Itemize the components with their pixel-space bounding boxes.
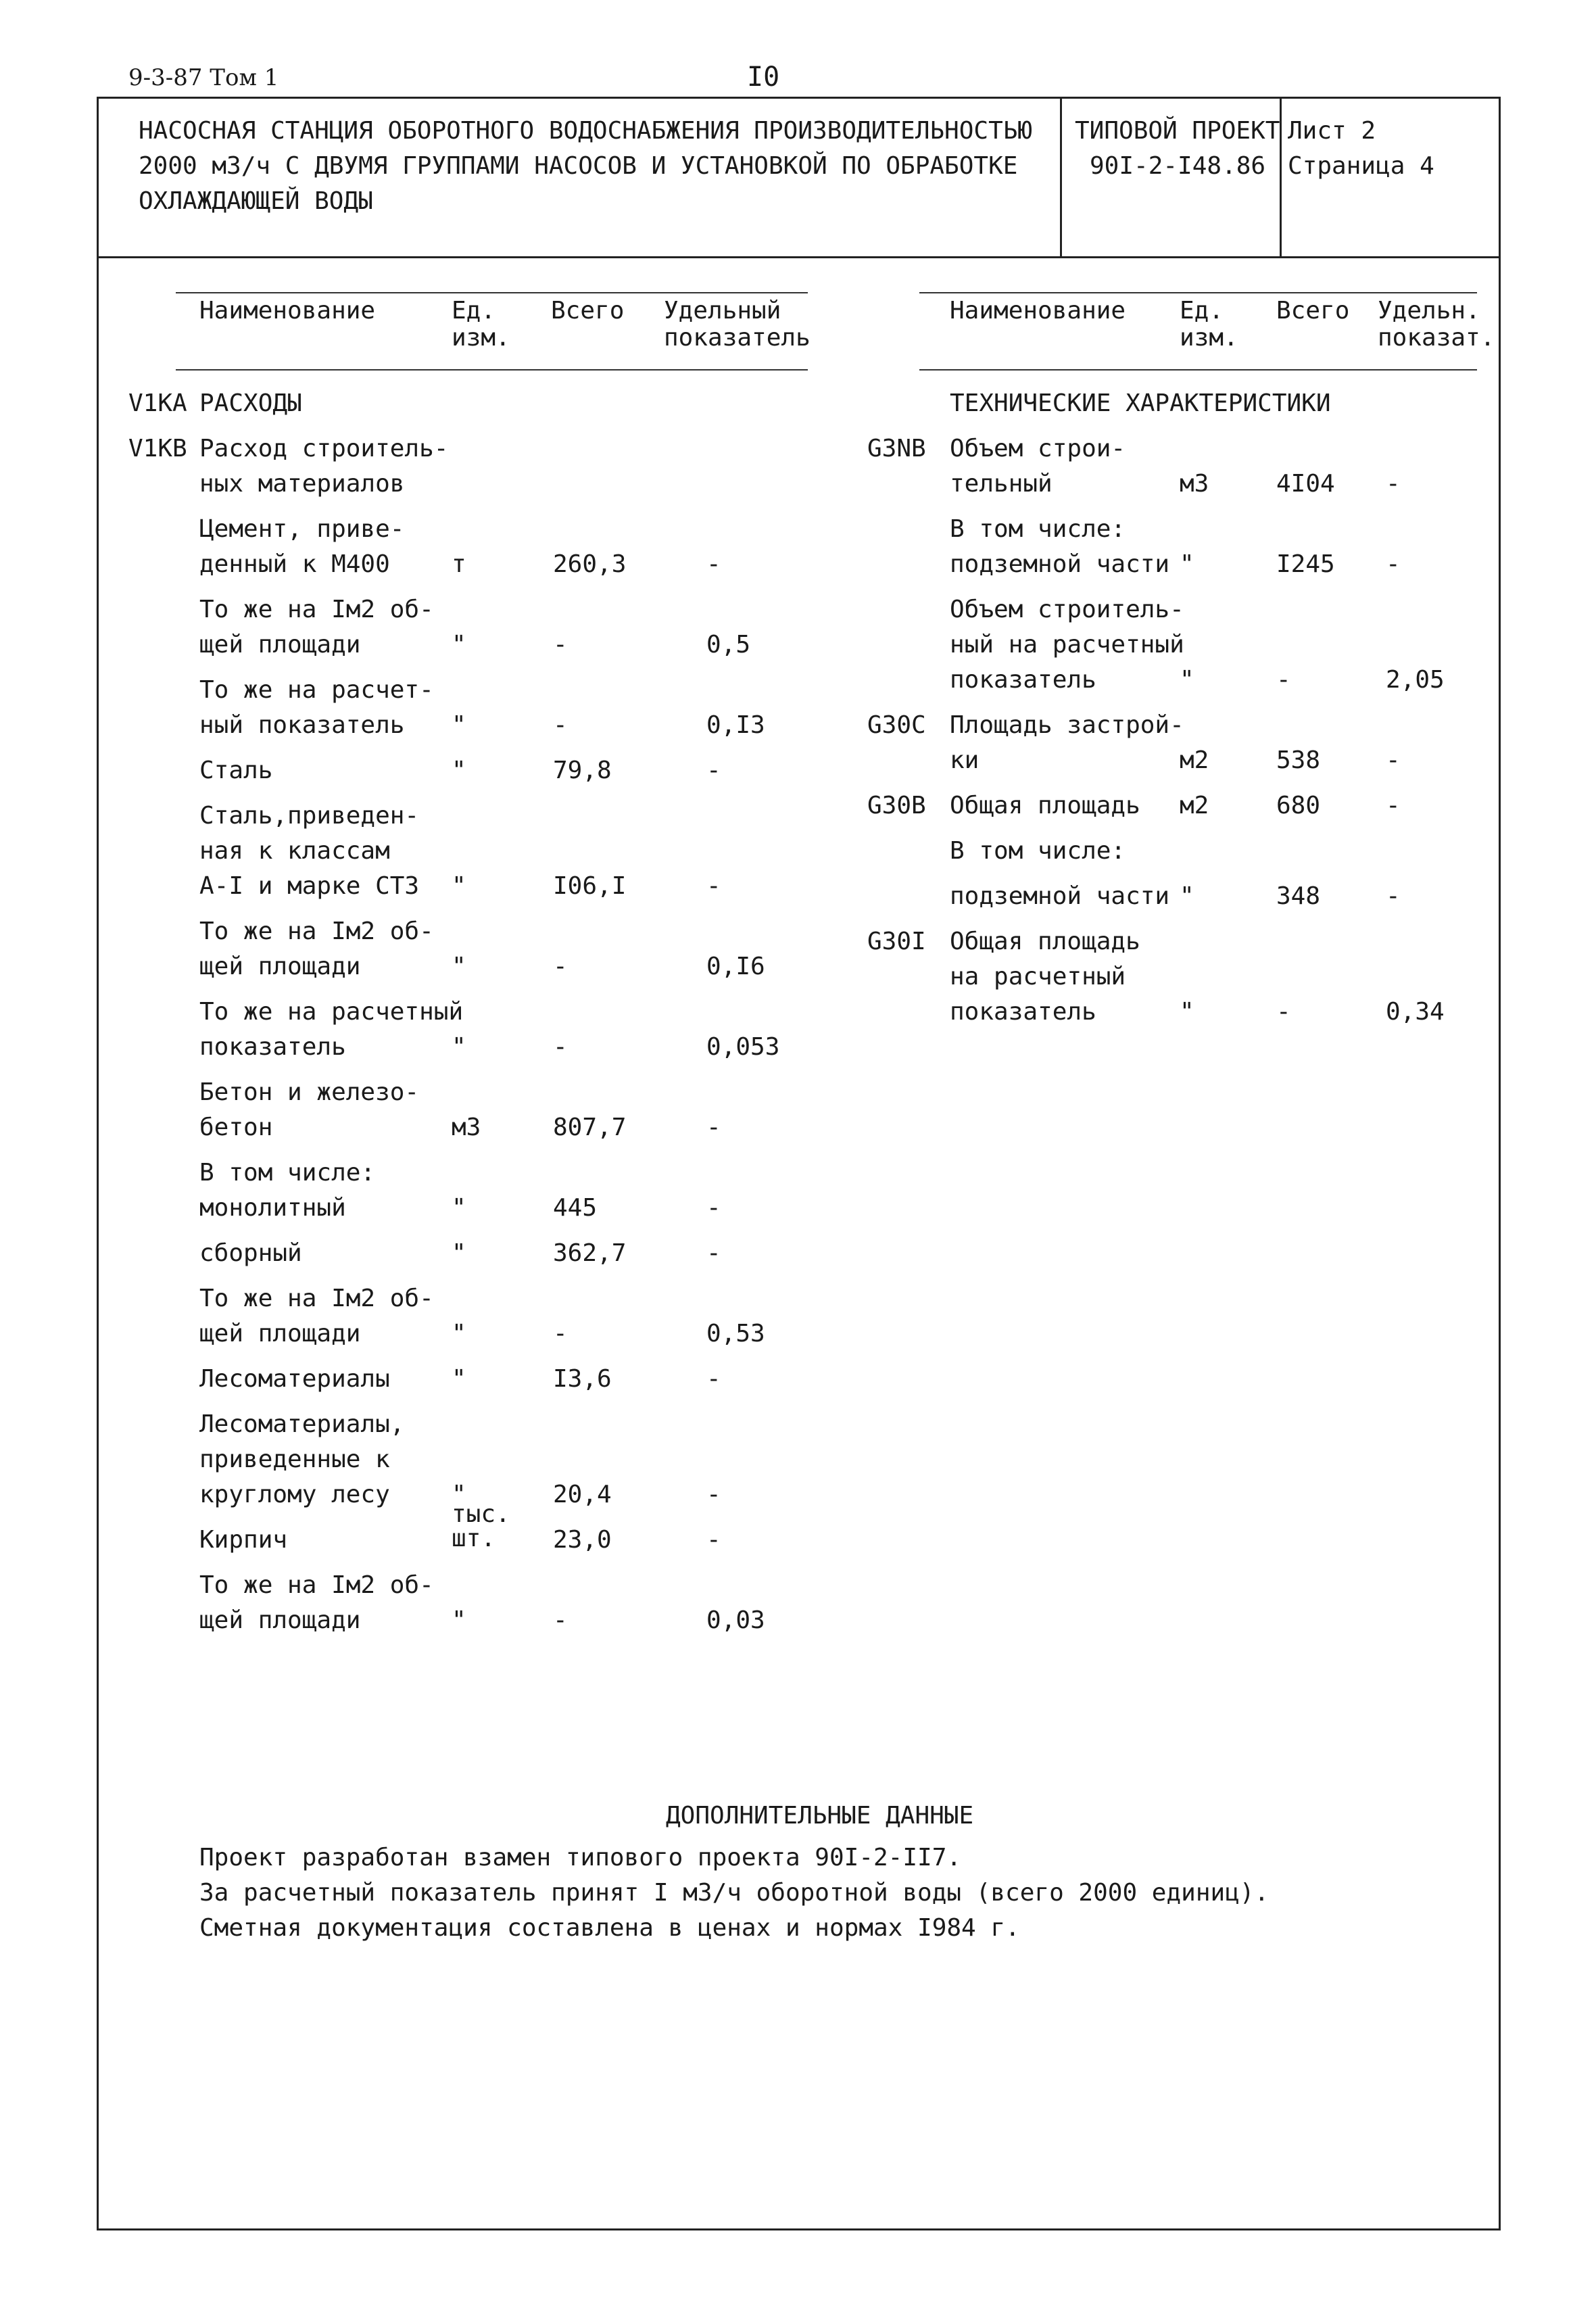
row-name: показатель [950,666,1096,694]
row-name: ная к классам [199,837,390,865]
right-header-top-rule [919,292,1477,293]
row-total: 362,7 [553,1239,627,1267]
row-name: В том числе: [199,1159,376,1187]
row-name: Лесоматериалы [199,1365,390,1393]
row-total: I3,6 [553,1365,612,1393]
row-spec: - [706,1194,721,1222]
row-name: Общая площадь [950,928,1140,955]
row-name: приведенные к [199,1446,390,1473]
row-name: В том числе: [950,515,1126,543]
row-name: ТЕХНИЧЕСКИЕ ХАРАКТЕРИСТИКИ [950,389,1331,417]
row-total: - [553,1033,568,1061]
row-unit: т [452,550,466,578]
row-spec: - [706,1365,721,1393]
row-total: - [1276,666,1291,694]
title-block-bottom [97,256,1501,258]
row-name: ки [950,746,980,774]
row-unit: " [1180,882,1194,910]
row-spec: - [1386,470,1401,498]
row-unit: " [452,631,466,659]
document-series: 9-3-87 Том 1 [128,64,279,91]
column-header: Ед. изм. [452,297,510,352]
row-name: денный к М400 [199,550,390,578]
row-code: G30C [867,711,926,739]
left-header-top-rule [176,292,808,293]
row-code: G3NB [867,435,926,462]
row-total: - [553,1320,568,1347]
row-name: подземной части [950,550,1170,578]
row-spec: 0,53 [706,1320,765,1347]
row-unit: " [452,1320,466,1347]
extra-text [199,1840,1269,1946]
row-name: щей площади [199,953,361,980]
title-line: НАСОСНАЯ СТАНЦИЯ ОБОРОТНОГО ВОДОСНАБЖЕНИЯ ПРОИЗВОДИТЕЛЬНОСТЬЮ [139,117,1033,145]
column-header: Удельный показатель [664,297,811,352]
project-number: 90I-2-I48.86 [1090,152,1266,180]
row-unit: м3 [452,1114,481,1141]
row-name: То же на Iм2 об- [199,1285,434,1312]
row-name: монолитный [199,1194,346,1222]
row-name: Бетон и железо- [199,1078,420,1106]
row-total: - [553,711,568,739]
row-unit: м2 [1180,792,1209,819]
row-unit: " [452,757,466,784]
row-name: щей площади [199,1606,361,1634]
row-total: 79,8 [553,757,612,784]
row-total: 23,0 [553,1526,612,1554]
row-unit: " [452,711,466,739]
extra-line: За расчетный показатель принят I м3/ч оборотной воды (всего 2000 единиц). [199,1879,1269,1907]
row-total: 348 [1276,882,1321,910]
row-spec: 0,053 [706,1033,780,1061]
row-name: показатель [950,998,1096,1026]
row-total: I06,I [553,872,627,900]
row-spec: - [1386,746,1401,774]
row-name: Лесоматериалы, [199,1410,405,1438]
row-spec: 2,05 [1386,666,1445,694]
row-unit: " [452,1033,466,1061]
row-name: Сталь,приведен- [199,802,420,830]
row-spec: 0,I3 [706,711,765,739]
row-name: Сталь [199,757,273,784]
row-name: тельный [950,470,1053,498]
row-name: подземной части [950,882,1170,910]
row-total: 445 [553,1194,598,1222]
document-title [139,114,1032,219]
row-spec: - [706,1114,721,1141]
column-header: Всего [551,297,625,325]
row-total: 807,7 [553,1114,627,1141]
row-spec: - [1386,550,1401,578]
title-block-divider-1 [1060,97,1062,256]
left-header-bottom-rule [176,369,808,371]
row-name: круглому лесу [199,1481,390,1508]
row-unit: " [452,953,466,980]
project-label: ТИПОВОЙ ПРОЕКТ [1075,117,1280,145]
row-unit: " [1180,998,1194,1026]
row-total: 260,3 [553,550,627,578]
row-spec: 0,I6 [706,953,765,980]
row-spec: 0,5 [706,631,751,659]
row-unit: " [1180,666,1194,694]
row-spec: 0,34 [1386,998,1445,1026]
row-total: - [553,953,568,980]
row-name: щей площади [199,631,361,659]
row-name: РАСХОДЫ [199,389,302,417]
row-name: То же на Iм2 об- [199,917,434,945]
row-code: G30I [867,928,926,955]
row-name: Объем строи- [950,435,1126,462]
column-header: Наименование [950,297,1126,325]
row-unit: " [452,872,466,900]
row-name: Объем строитель- [950,596,1184,623]
row-name: ный на расчетный [950,631,1184,659]
column-header: Ед. изм. [1180,297,1238,352]
row-spec: - [706,872,721,900]
row-name: То же на расчет- [199,676,434,704]
row-total: 538 [1276,746,1321,774]
extra-line: Проект разработан взамен типового проекта 90I-2-II7. [199,1844,962,1871]
row-total: - [553,1606,568,1634]
row-name: ных материалов [199,470,405,498]
row-total: 20,4 [553,1481,612,1508]
row-total: 680 [1276,792,1321,819]
row-spec: - [1386,792,1401,819]
row-unit: м2 [1180,746,1209,774]
row-name: сборный [199,1239,302,1267]
extra-heading: ДОПОЛНИТЕЛЬНЫЕ ДАННЫЕ [666,1802,974,1830]
row-name: ный показатель [199,711,405,739]
row-spec: - [706,757,721,784]
row-total: 4I04 [1276,470,1335,498]
row-unit: " [452,1194,466,1222]
row-name: То же на Iм2 об- [199,596,434,623]
row-unit: " [452,1239,466,1267]
row-spec: - [706,1481,721,1508]
row-unit: тыс. шт. [452,1500,510,1552]
row-spec: - [1386,882,1401,910]
title-line: ОХЛАЖДАЮЩЕЙ ВОДЫ [139,187,373,215]
row-total: - [1276,998,1291,1026]
row-code: V1KB [128,435,187,462]
row-spec: - [706,1239,721,1267]
row-unit: " [452,1365,466,1393]
row-spec: 0,03 [706,1606,765,1634]
row-code: V1KA [128,389,187,417]
row-unit: м3 [1180,470,1209,498]
row-name: бетон [199,1114,273,1141]
title-block-divider-2 [1280,97,1282,256]
extra-line: Сметная документация составлена в ценах и нормах I984 г. [199,1914,1020,1942]
row-total: - [553,631,568,659]
row-name: Кирпич [199,1526,288,1554]
row-name: То же на Iм2 об- [199,1571,434,1599]
row-name: Общая площадь [950,792,1140,819]
row-spec: - [706,1526,721,1554]
sheet-label: Лист 2 [1288,117,1376,145]
row-name: Расход строитель- [199,435,449,462]
row-name: То же на расчетный [199,998,464,1026]
row-name: А-I и марке СТ3 [199,872,420,900]
row-name: щей площади [199,1320,361,1347]
row-name: Площадь застрой- [950,711,1184,739]
row-spec: - [706,550,721,578]
column-header: Всего [1276,297,1350,325]
row-name: показатель [199,1033,346,1061]
page-label: Страница 4 [1288,152,1434,180]
row-code: G30B [867,792,926,819]
row-unit: " [452,1606,466,1634]
row-unit: " [1180,550,1194,578]
row-name: Цемент, приве- [199,515,405,543]
row-name: на расчетный [950,963,1126,991]
column-header: Наименование [199,297,376,325]
title-line: 2000 м3/ч С ДВУМЯ ГРУППАМИ НАСОСОВ И УСТАНОВКОЙ ПО ОБРАБОТКЕ [139,152,1018,180]
row-total: I245 [1276,550,1335,578]
row-unit: " [452,1481,466,1508]
page-number: I0 [747,62,780,93]
row-name: В том числе: [950,837,1126,865]
right-header-bottom-rule [919,369,1477,371]
column-header: Удельн. показат. [1378,297,1495,352]
